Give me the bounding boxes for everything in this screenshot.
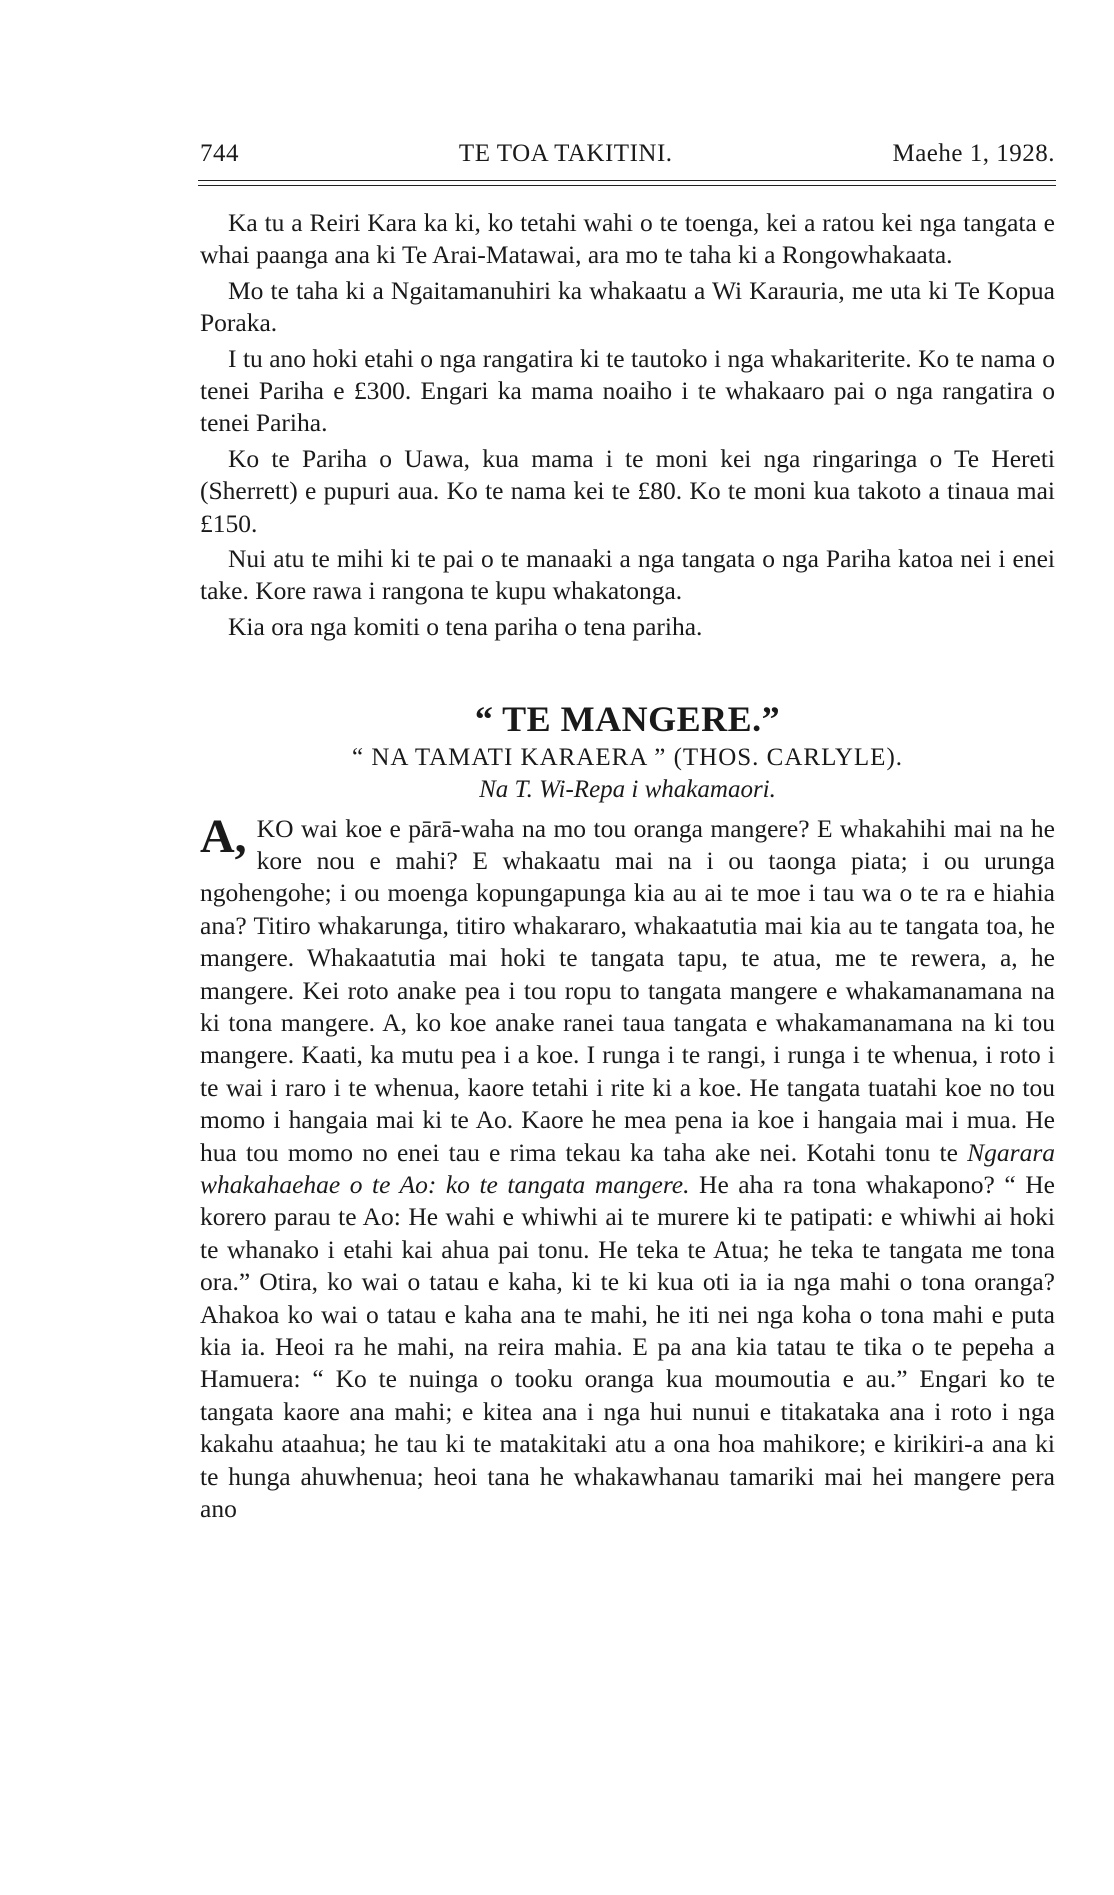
paragraph: Mo te taha ki a Ngaitamanuhiri ka whakaatu a Wi Karauria, me uta ki Te Kopua Poraka. xyxy=(200,275,1055,338)
header-rule-bottom xyxy=(198,185,1056,186)
paragraph: Ko te Pariha o Uawa, kua mama i te moni kei nga ringaringa o Te Hereti (Sherrett) e pupuri aua. Ko te nama kei te £80. Ko te moni kua takoto a tinaua mai £150. xyxy=(200,443,1055,538)
header-rule-top xyxy=(198,180,1056,181)
section-subtitle: “ NA TAMATI KARAERA ” (THOS. CARLYLE). xyxy=(351,743,904,771)
drop-cap: A, xyxy=(200,809,247,863)
section-title: “ TE MANGERE.” xyxy=(474,699,781,740)
issue-date: Maehe 1, 1928. xyxy=(892,140,1055,167)
article-body xyxy=(200,207,1055,1528)
paragraph: I tu ano hoki etahi o nga rangatira ki te tautoko i nga whakariterite. Ko te nama o tenei Pariha e £300. Engari ka mama noaiho i te whakaaro pai o nga rangatira o tenei Pariha. xyxy=(200,343,1055,438)
section-paragraph xyxy=(200,809,1055,1526)
section-text-italic: Ngarara whakahaehae o te Ao: ko te tangata mangere. xyxy=(200,1137,1055,1199)
section-text-a: KO wai koe e pārā-waha na mo tou oranga mangere? E whakahihi mai na he kore nou e mahi? E whakaatu mai na i ou taonga piata; i ou urunga ngohengohe; i ou moenga kopungapunga kia au ai te moe i tau wa o te ra e hiahia ana? Titiro whakarunga, titiro whakararo, whakaatutia mai kia au te tangata toa, he mangere. Whakaatutia mai hoki te tangata tapu, te atua, me te rewera, a, he mangere. Kei roto anake pea i tou ropu to tangata mangere e whakamanamana na ki tona mangere. A, ko koe anake ranei taua tangata e whakamanamana na ki tou mangere. Kaati, ka mutu pea i a koe. I runga i te rangi, i runga i te whenua, i roto i te wai i raro i te whenua, kaore tetahi i rite ki a koe. He tangata tuatahi koe no tou momo i hangaia mai ki te Ao. Kaore he mea pena ia koe i hangaia mai i mua. He hua tou momo no enei tau e rima tekau ka taha ake nei. Kotahi tonu te xyxy=(200,813,1055,1167)
publication-title: TE TOA TAKITINI. xyxy=(458,140,673,167)
paragraph: Kia ora nga komiti o tena pariha o tena pariha. xyxy=(228,611,703,641)
paragraph: Nui atu te mihi ki te pai o te manaaki a nga tangata o nga Pariha katoa nei i enei take. Kore rawa i rangona te kupu whakatonga. xyxy=(200,544,1055,606)
running-header xyxy=(200,140,1055,168)
page-number: 744 xyxy=(200,140,239,167)
paragraph: Ka tu a Reiri Kara ka ki, ko tetahi wahi o te toenga, kei a ratou kei nga tangata e whai paanga ana ki Te Arai-Matawai, ara mo te taha ki a Rongowhakaata. xyxy=(200,208,1055,270)
translator-credit: Na T. Wi-Repa i whakamaori. xyxy=(479,776,776,804)
section-text-b: He aha ra tona whakapono? “ He korero parau te Ao: He wahi e whiwhi ai te murere ki te patipati: e whiwhi ai hoki te whanako i etahi kai ahua pai tonu. He teka te Atua; he teka te tangata me tona ora.” Otira, ko wai o tatau e kaha, ki te ki kua oti ia ia nga mahi o tona oranga? Ahakoa ko wai o tatau e kaha ana te mahi, he iti nei nga koha o tona mahi e puta kia ia. Heoi ra he mahi, na reira mahia. E pa ana kia tatau te tika o te pepeha a Hamuera: “ Ko te nuinga o tooku oranga kua moumoutia e au.” Engari ko te tangata kaore ana mahi; e kitea ana i nga hui nunui e titakataka ana i roto i nga kakahu ataahua; he tau ki te matakitaki atu a ona hoa mahikore; e kirikiri-a ana ki te hunga ahuwhenua; heoi tana he whakawhanau tamariki mai hei mangere pera ano xyxy=(200,1169,1055,1524)
